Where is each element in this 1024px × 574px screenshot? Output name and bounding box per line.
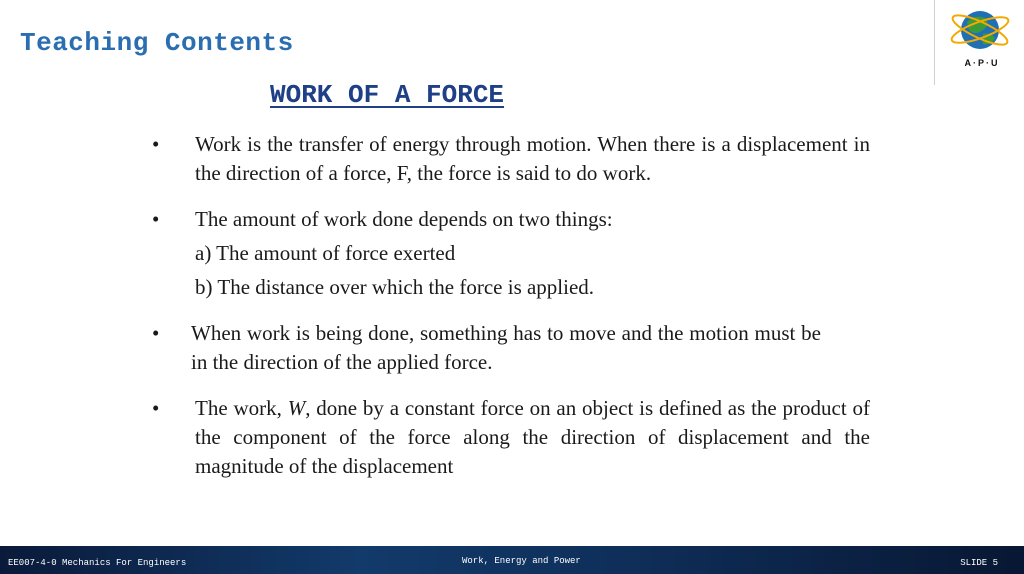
bullet-3 — [152, 319, 870, 377]
bullet-text: Work is the transfer of energy through motion. When there is a displacement in the direction of a force, F, the force is said to do work. — [195, 132, 870, 185]
sub-item-a: a) The amount of force exerted — [195, 241, 456, 265]
bullet-text-part: , done by a constant force on an object is defined as the product of the component of the force along the direction of displacement and the magnitude of the displacement — [195, 396, 870, 478]
bullet-4 — [152, 394, 870, 481]
footer-topic: Work, Energy and Power — [462, 556, 581, 566]
slide-title: WORK OF A FORCE — [270, 80, 505, 110]
bullet-text — [195, 394, 870, 481]
bullet-marker: • — [152, 396, 160, 420]
bullet-marker: • — [152, 132, 160, 156]
bullet-text: The amount of work done depends on two things: — [195, 207, 613, 231]
footer-course: EE007-4-0 Mechanics For Engineers — [8, 558, 187, 568]
apu-logo — [934, 0, 1024, 85]
logo-text: A·P·U — [964, 58, 1000, 68]
bullet-2 — [152, 205, 870, 302]
header-title: Teaching Contents — [20, 28, 294, 58]
bullet-list — [152, 130, 870, 498]
bullet-text-part: The work, — [195, 396, 288, 420]
footer-slide-number: SLIDE 5 — [960, 558, 998, 568]
footer-bar — [0, 546, 1024, 574]
bullet-1 — [152, 130, 870, 188]
variable-w: W — [287, 396, 306, 420]
globe-icon — [935, 0, 1024, 60]
bullet-text: When work is being done, something has to move and the motion must be in the direction of the applied force. — [191, 321, 821, 374]
bullet-marker: • — [152, 207, 160, 231]
sub-item-b: b) The distance over which the force is applied. — [195, 275, 595, 299]
bullet-marker: • — [152, 321, 160, 345]
